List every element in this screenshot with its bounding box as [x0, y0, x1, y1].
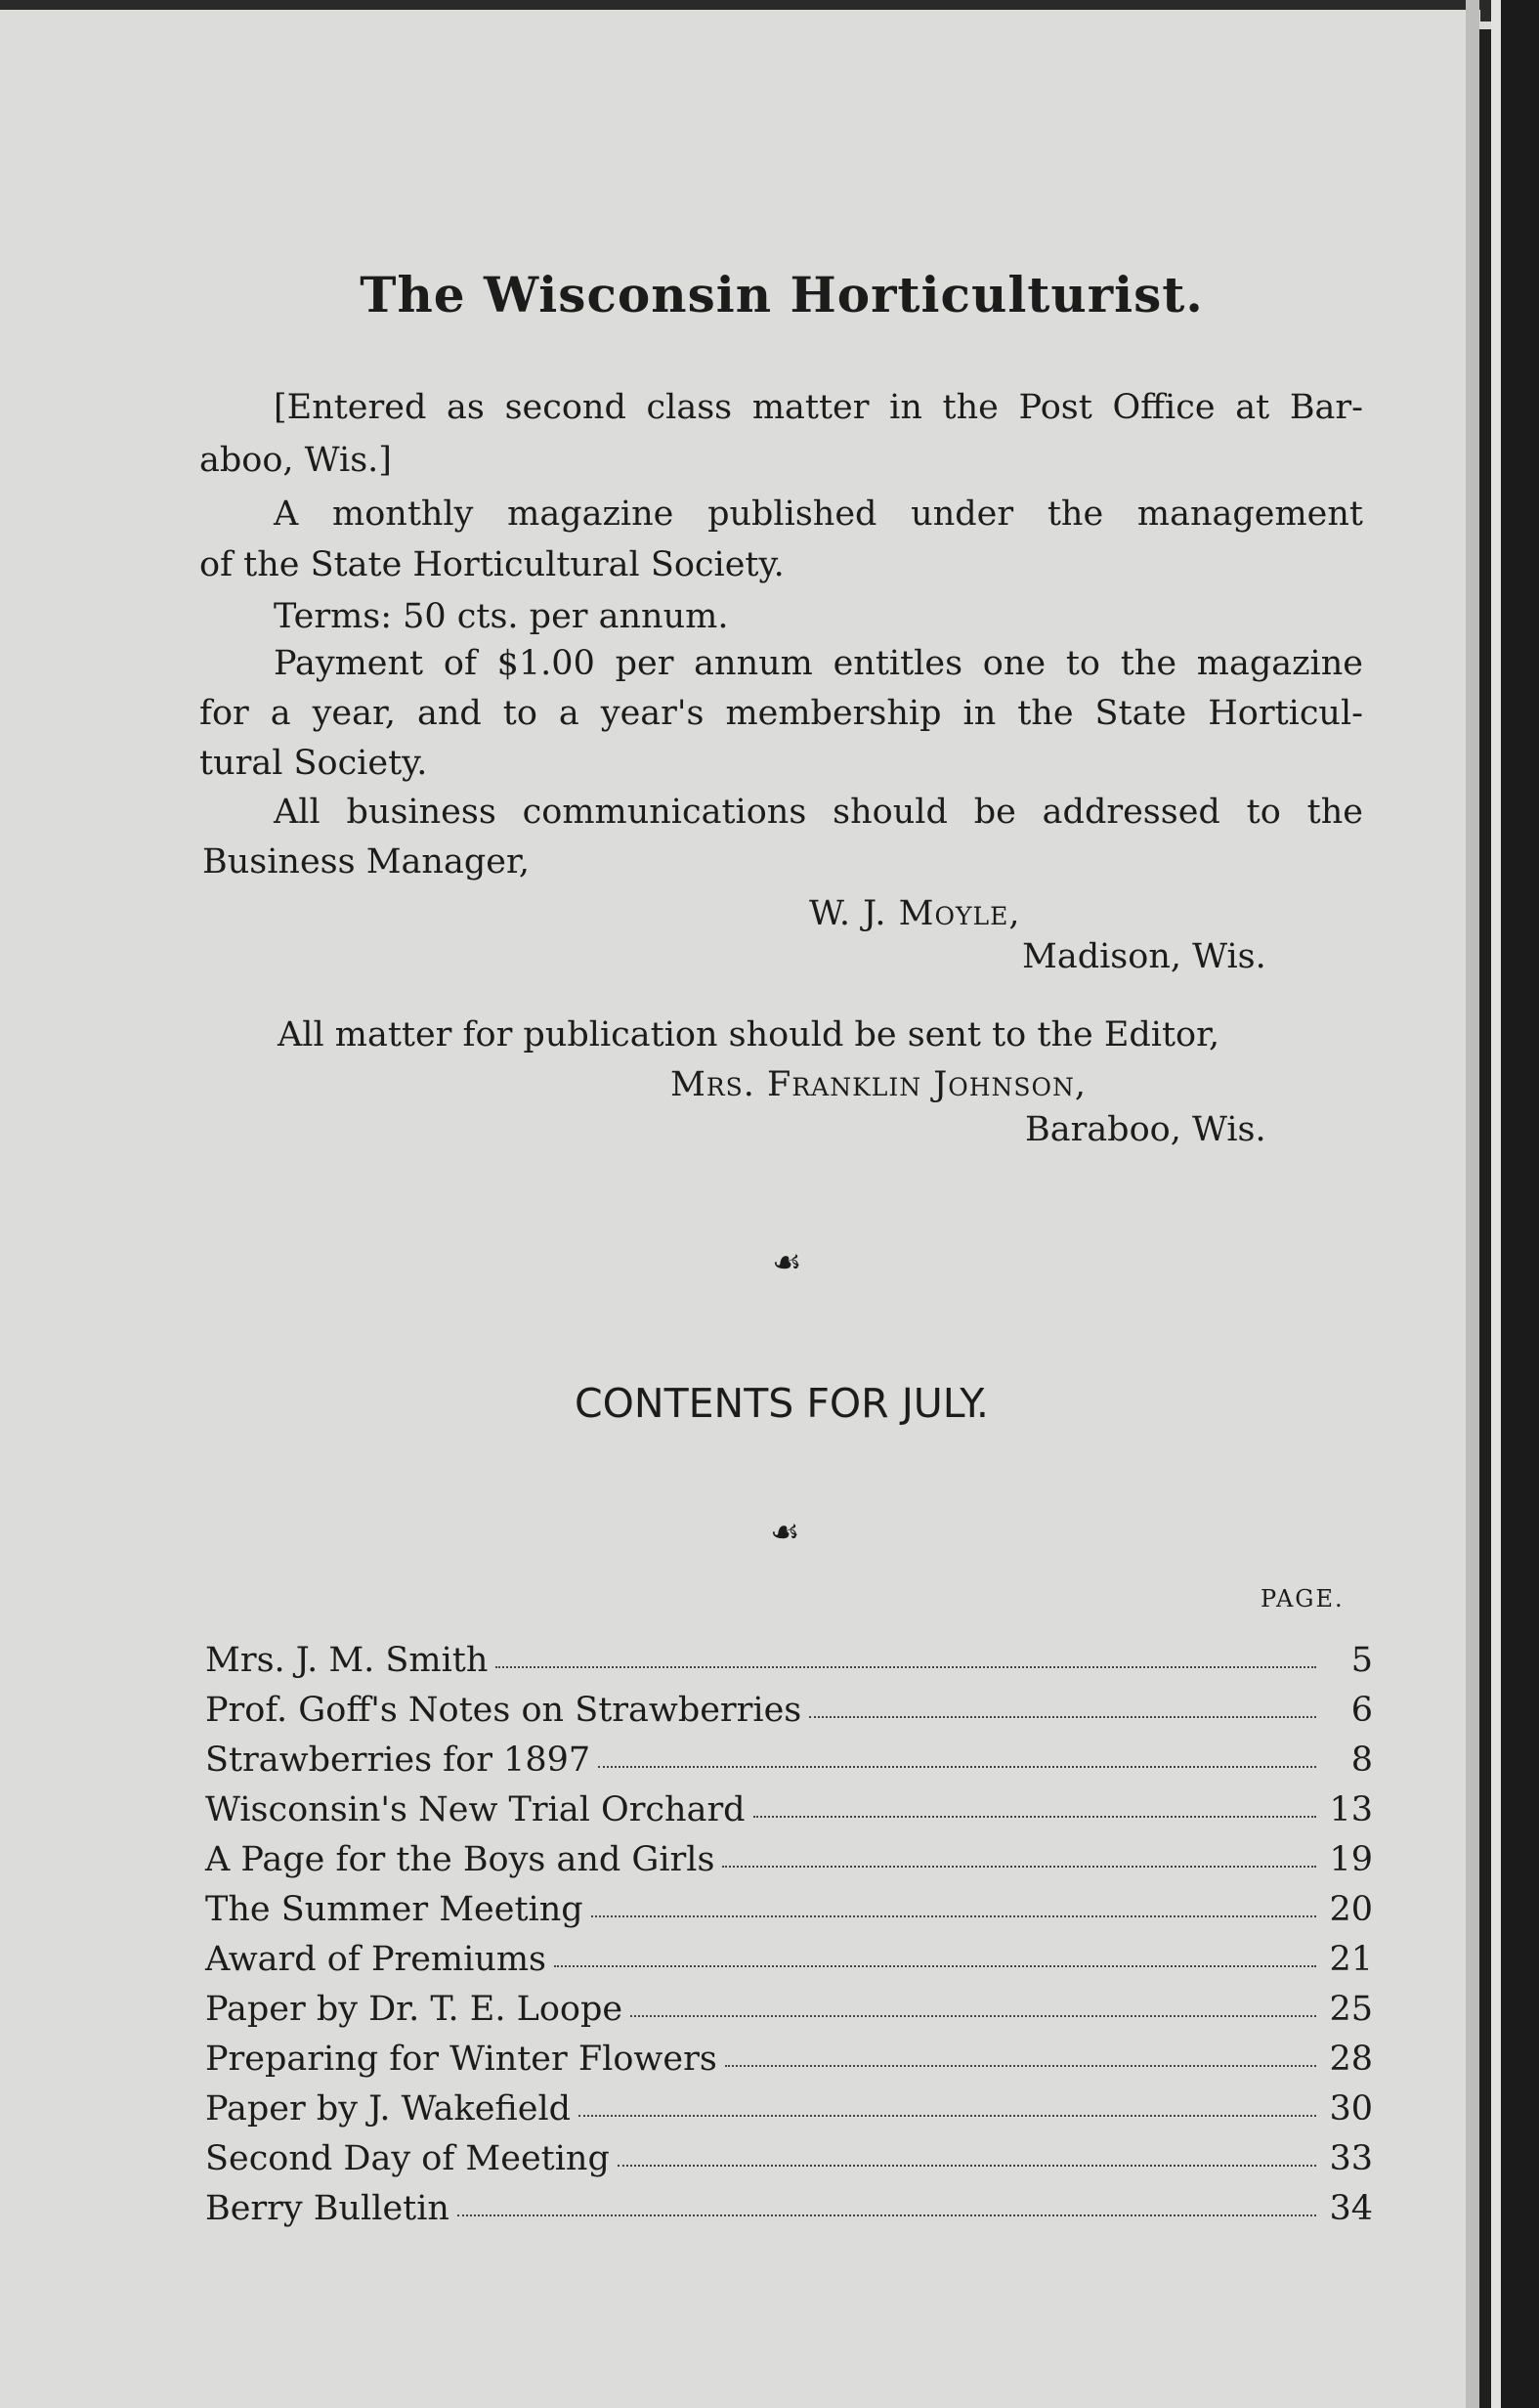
dot-leader — [630, 2014, 1316, 2017]
scan-right-border — [1501, 0, 1539, 2408]
contents-heading: CONTENTS FOR JULY. — [575, 1380, 989, 1427]
toc-entry-page: 19 — [1329, 1840, 1373, 1879]
toc-entry-page: 6 — [1350, 1691, 1373, 1730]
toc-entry-title: Strawberries for 1897 — [205, 1741, 591, 1780]
toc-entry-page: 8 — [1350, 1741, 1373, 1780]
monthly-line-2: of the State Horticultural Society. — [199, 545, 785, 584]
toc-entry-title: Prof. Goff's Notes on Strawberries — [205, 1691, 802, 1730]
toc-entry-title: Preparing for Winter Flowers — [205, 2040, 717, 2079]
terms-line: Terms: 50 cts. per annum. — [274, 597, 729, 636]
payment-line-3: tural Society. — [199, 744, 428, 783]
toc-entry-title: A Page for the Boys and Girls — [205, 1840, 715, 1879]
business-line-2: Business Manager, — [202, 842, 530, 882]
manager-name: W. J. Moyle, — [809, 894, 1021, 933]
dot-leader — [722, 1865, 1316, 1868]
toc-entry-page: 5 — [1350, 1641, 1373, 1680]
dot-leader — [598, 1765, 1316, 1768]
toc-entry — [205, 1680, 1373, 1730]
editor-name: Mrs. Franklin Johnson, — [670, 1065, 1088, 1104]
toc-entry — [205, 1979, 1373, 2029]
toc-entry-title: Paper by J. Wakefield — [205, 2089, 572, 2128]
fleuron-ornament: ☙ — [770, 1513, 800, 1552]
masthead-title: The Wisconsin Horticulturist. — [360, 266, 1204, 323]
editor-city: Baraboo, Wis. — [1025, 1110, 1266, 1149]
toc-entry-page: 25 — [1329, 1990, 1373, 2029]
toc-entry-title: The Summer Meeting — [205, 1890, 583, 1929]
page-edge-shadow — [1466, 0, 1479, 2408]
manager-city: Madison, Wis. — [1022, 937, 1266, 976]
dot-leader — [753, 1815, 1316, 1818]
fleuron-ornament: ☙ — [772, 1243, 802, 1282]
toc-entry-page: 30 — [1329, 2089, 1373, 2128]
toc-entry — [205, 1829, 1373, 1879]
toc-entry — [205, 2029, 1373, 2079]
payment-line-2: for a year, and to a year's membership in the State Horticul- — [199, 694, 1363, 733]
dot-leader — [554, 1964, 1316, 1967]
entered-line-1: [Entered as second class matter in the Post Office at Bar- — [274, 388, 1363, 427]
toc-entry-page: 34 — [1329, 2189, 1373, 2228]
toc-entry-title: Paper by Dr. T. E. Loope — [205, 1990, 623, 2029]
toc-entry-title: Award of Premiums — [205, 1940, 547, 1979]
toc-entry-page: 33 — [1329, 2139, 1373, 2178]
toc-entry-page: 21 — [1329, 1940, 1373, 1979]
editor-line: All matter for publication should be sent to the Editor, — [278, 1015, 1220, 1054]
toc-entry — [205, 1929, 1373, 1979]
toc-entry — [205, 1630, 1373, 1680]
dot-leader — [495, 1665, 1316, 1668]
toc-entry-page: 13 — [1329, 1790, 1373, 1829]
monthly-line-1: A monthly magazine published under the management — [274, 494, 1363, 534]
table-of-contents — [205, 1630, 1373, 2228]
dot-leader — [809, 1715, 1316, 1718]
toc-entry-page: 28 — [1329, 2040, 1373, 2079]
toc-entry-title: Mrs. J. M. Smith — [205, 1641, 489, 1680]
toc-entry — [205, 1730, 1373, 1780]
dot-leader — [578, 2114, 1316, 2117]
dot-leader — [591, 1914, 1316, 1917]
toc-entry — [205, 1879, 1373, 1929]
toc-entry-title: Wisconsin's New Trial Orchard — [205, 1790, 746, 1829]
toc-entry — [205, 2079, 1373, 2128]
dot-leader — [725, 2064, 1316, 2067]
toc-entry-title: Berry Bulletin — [205, 2189, 449, 2228]
dot-leader — [618, 2164, 1316, 2167]
toc-entry — [205, 2178, 1373, 2228]
page-column-label: PAGE. — [1261, 1585, 1345, 1612]
toc-entry — [205, 2128, 1373, 2178]
page-edge-dark — [1479, 29, 1491, 2408]
business-line-1: All business communications should be addressed to the — [274, 793, 1363, 832]
toc-entry-page: 20 — [1329, 1890, 1373, 1929]
toc-entry — [205, 1780, 1373, 1829]
dot-leader — [457, 2214, 1316, 2216]
entered-line-2: aboo, Wis.] — [199, 441, 392, 480]
toc-entry-title: Second Day of Meeting — [205, 2139, 610, 2178]
payment-line-1: Payment of $1.00 per annum entitles one to the magazine — [274, 644, 1363, 683]
